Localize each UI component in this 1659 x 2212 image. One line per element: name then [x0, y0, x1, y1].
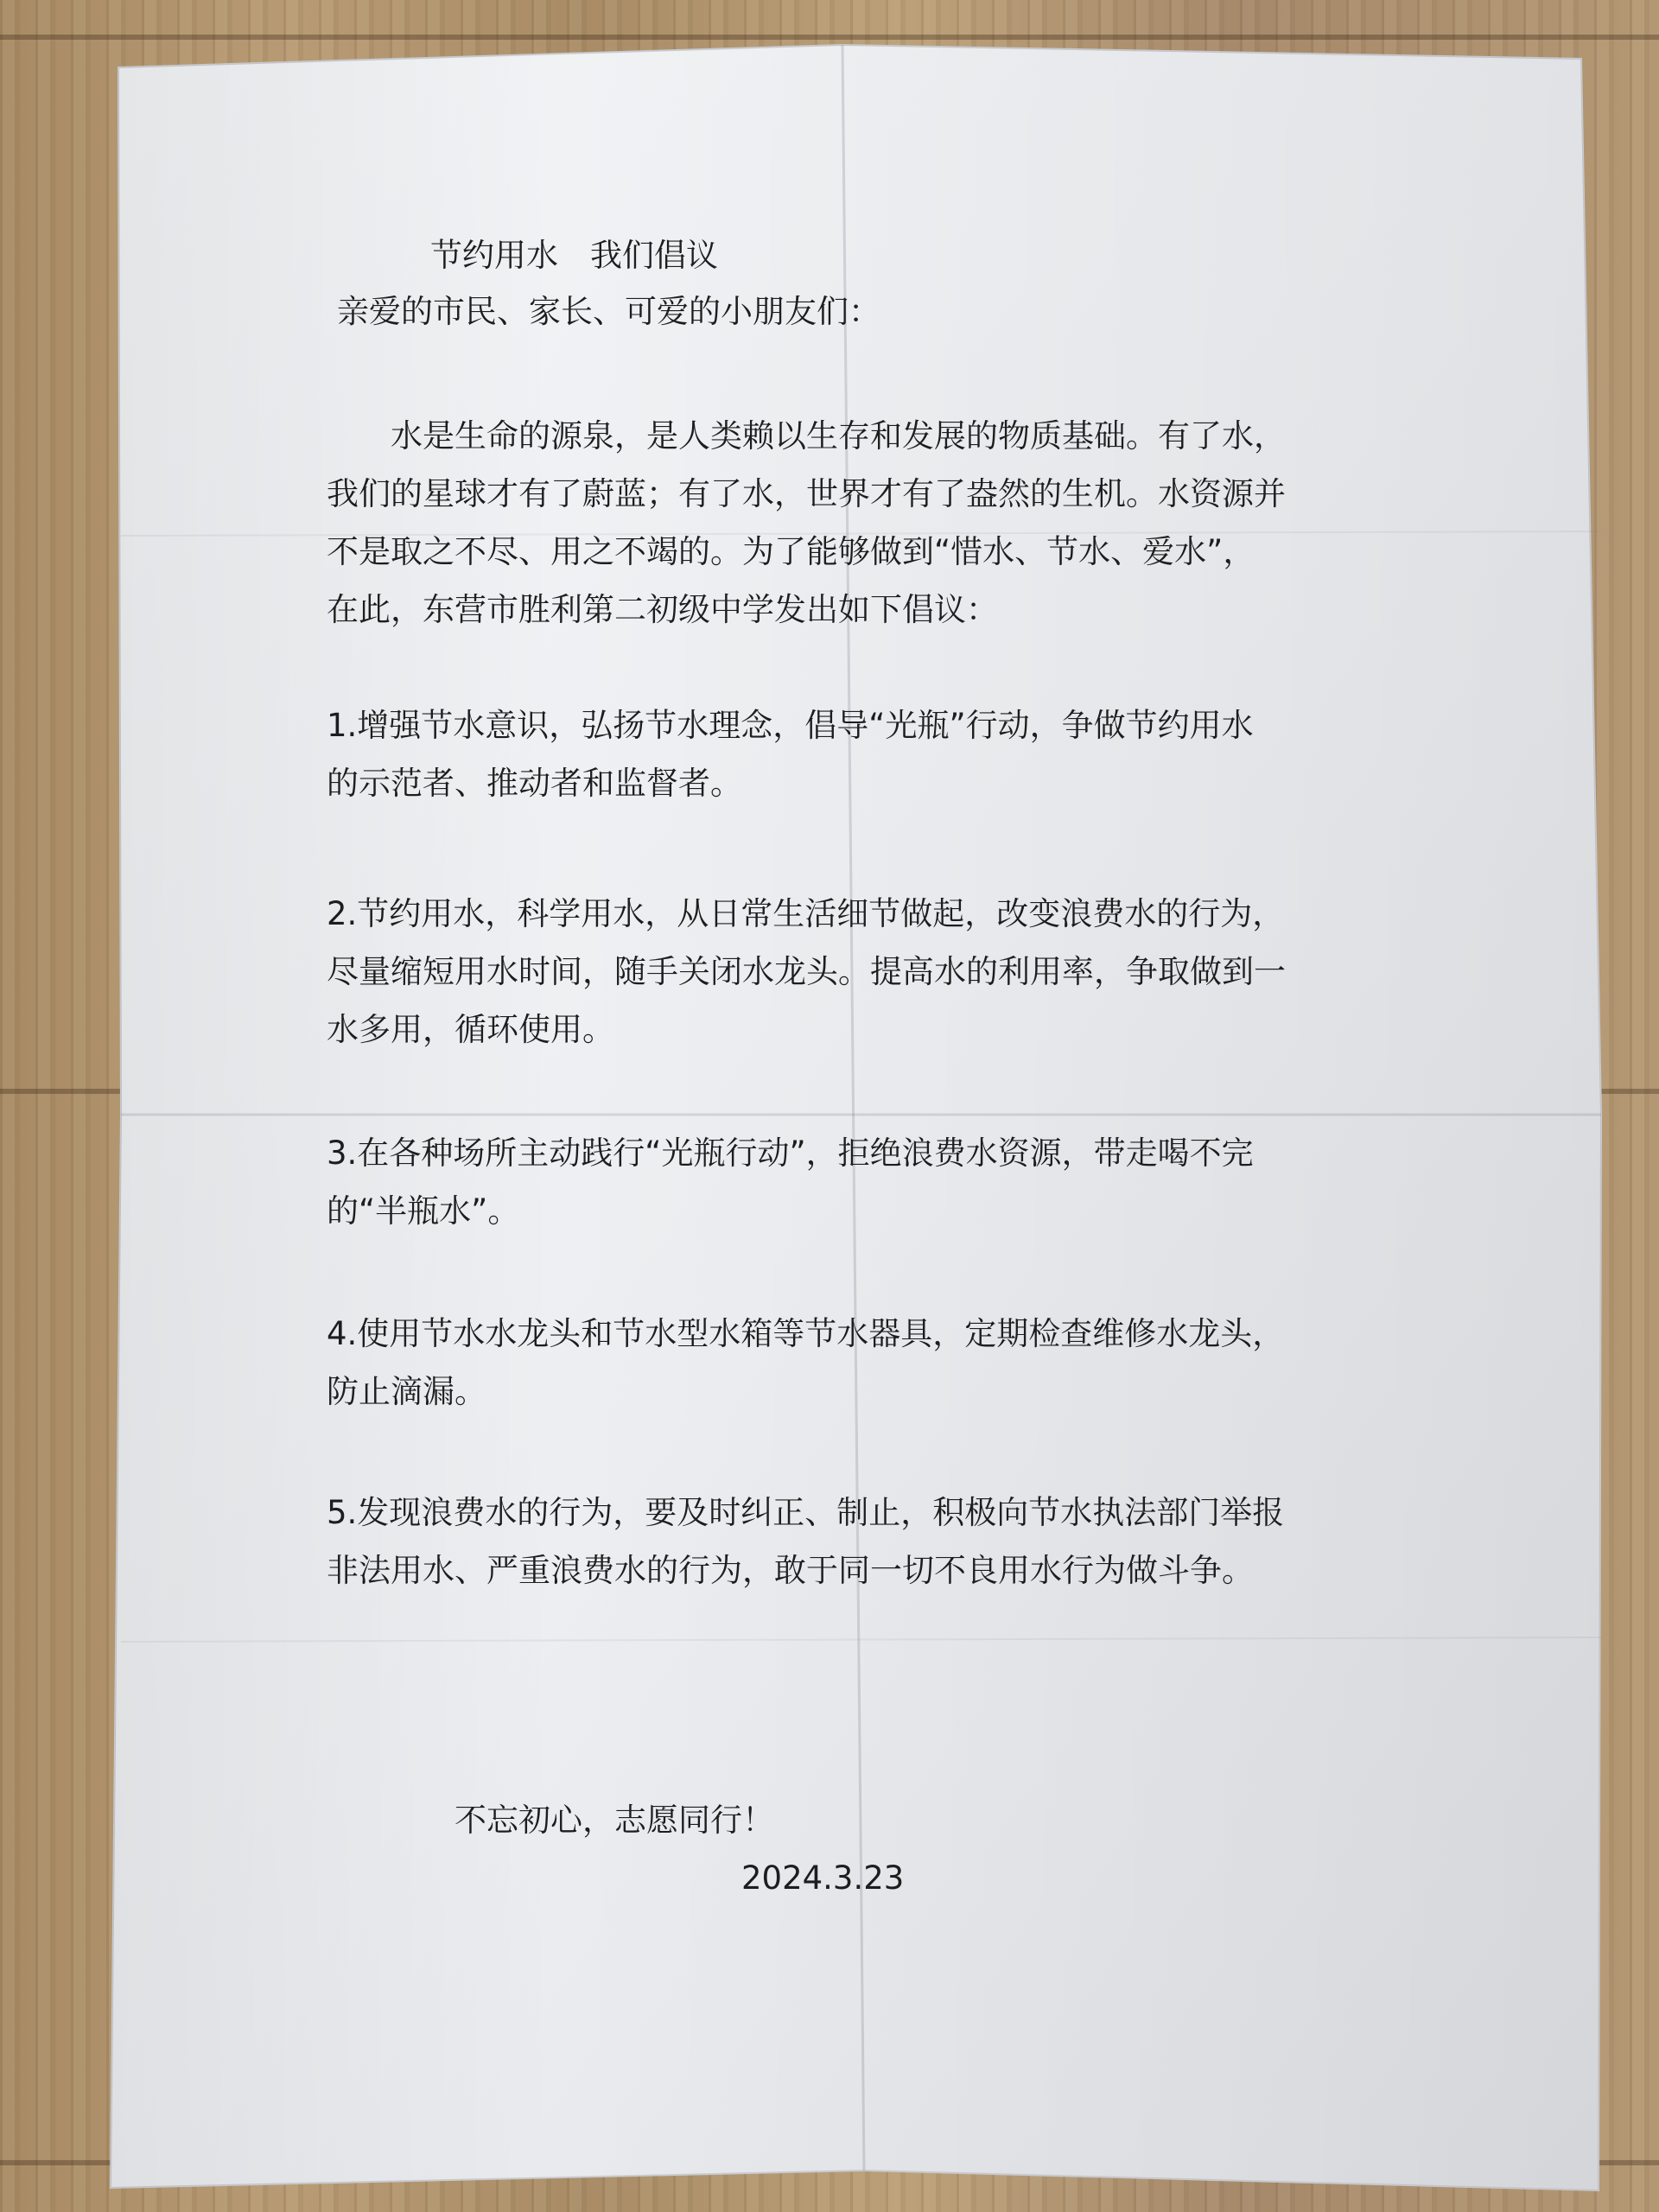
- proposal-item-5: [327, 1484, 1284, 1599]
- intro-paragraph: [327, 407, 1286, 639]
- proposal-line: 非法用水、严重浪费水的行为，敢于同一切不良用水行为做斗争。: [327, 1552, 1254, 1589]
- intro-line: 我们的星球才有了蔚蓝；有了水，世界才有了盎然的生机。水资源并: [327, 475, 1286, 512]
- proposal-line: 2.节约用水，科学用水，从日常生活细节做起，改变浪费水的行为，: [327, 895, 1285, 932]
- document-date: 2024.3.23: [741, 1859, 905, 1897]
- intro-line: 不是取之不尽、用之不竭的。为了能够做到“惜水、节水、爱水”，: [327, 533, 1255, 570]
- proposal-item-4: [327, 1305, 1284, 1421]
- proposal-line: 水多用，循环使用。: [327, 1011, 614, 1048]
- proposal-item-1: [327, 696, 1254, 812]
- page-title: 节约用水 我们倡议: [430, 237, 718, 274]
- proposal-line: 1.增强节水意识，弘扬节水理念，倡导“光瓶”行动，争做节约用水: [327, 707, 1254, 744]
- proposal-item-3: [327, 1124, 1254, 1240]
- salutation: 亲爱的市民、家长、可爱的小朋友们：: [337, 293, 880, 330]
- proposal-line: 5.发现浪费水的行为，要及时纠正、制止，积极向节水执法部门举报: [327, 1494, 1285, 1531]
- proposal-line: 3.在各种场所主动践行“光瓶行动”，拒绝浪费水资源，带走喝不完: [327, 1135, 1254, 1172]
- intro-line: 水是生命的源泉，是人类赖以生存和发展的物质基础。有了水，: [327, 417, 1286, 454]
- proposal-line: 4.使用节水水龙头和节水型水箱等节水器具，定期检查维修水龙头，: [327, 1315, 1285, 1352]
- proposal-line: 防止滴漏。: [327, 1373, 486, 1410]
- proposal-line: 尽量缩短用水时间，随手关闭水龙头。提高水的利用率，争取做到一: [327, 953, 1286, 990]
- closing-slogan: 不忘初心，志愿同行！: [454, 1802, 774, 1839]
- proposal-item-2: [327, 885, 1286, 1058]
- intro-line: 在此，东营市胜利第二初级中学发出如下倡议：: [327, 591, 998, 628]
- proposal-line: 的示范者、推动者和监督者。: [327, 765, 742, 802]
- proposal-line: 的“半瓶水”。: [327, 1192, 520, 1230]
